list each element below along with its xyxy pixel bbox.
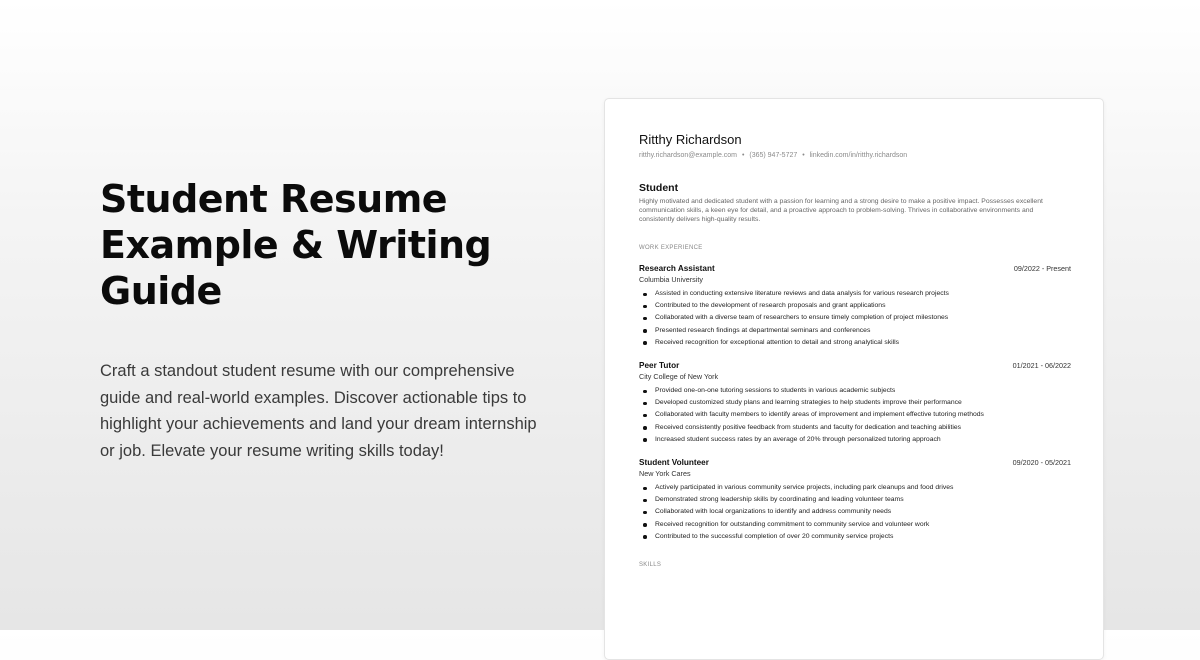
skills-heading: SKILLS xyxy=(639,562,662,569)
bullet-item: Increased student success rates by an average of 20% through personalized tutoring approach xyxy=(655,434,1025,446)
job-bullets xyxy=(639,385,1025,446)
job-date: 01/2021 - 06/2022 xyxy=(1012,361,1071,371)
job-entry xyxy=(639,361,1071,446)
bullet-item: Collaborated with a diverse team of researchers to ensure timely completion of project milestones xyxy=(655,312,1015,324)
resume-title: Student xyxy=(639,182,679,194)
bullet-item: Assisted in conducting extensive literature reviews and data analysis for various research projects xyxy=(655,288,1015,300)
bullet-item: Collaborated with faculty members to identify areas of improvement and implement effective tutoring methods xyxy=(655,409,1025,421)
bullet-item: Received consistently positive feedback from students and faculty for dedication and teaching abilities xyxy=(655,422,1025,434)
page-title: Student Resume Example & Writing Guide xyxy=(100,177,492,313)
bullet-item: Received recognition for outstanding commitment to community service and volunteer work xyxy=(655,519,1015,531)
bullet-item: Demonstrated strong leadership skills by coordinating and leading volunteer teams xyxy=(655,494,1015,506)
page-description: Craft a standout student resume with our comprehensive guide and real-world examples. Discover actionable tips to highlight your achievements and land your dream internship or job. Elevate your resume writing skills today! xyxy=(100,362,537,460)
job-date: 09/2022 - Present xyxy=(1013,264,1071,273)
resume-email: ritthy.richardson@example.com xyxy=(639,152,738,159)
hero-section xyxy=(100,176,570,464)
job-role: Peer Tutor xyxy=(639,361,680,371)
bullet-item: Actively participated in various community service projects, including park cleanups and food drives xyxy=(655,482,1015,494)
bullet-item: Received recognition for exceptional attention to detail and strong analytical skills xyxy=(655,337,1015,349)
job-date: 09/2020 - 05/2021 xyxy=(1012,458,1071,468)
job-bullets xyxy=(639,288,1015,349)
job-entry xyxy=(639,458,1071,543)
bullet-item: Collaborated with local organizations to identify and address community needs xyxy=(655,506,1015,518)
resume-linkedin: linkedin.com/in/ritthy.richardson xyxy=(809,152,908,159)
job-entry xyxy=(639,264,1071,349)
job-organization: New York Cares xyxy=(639,469,691,479)
job-role: Research Assistant xyxy=(639,264,715,273)
work-experience-heading: WORK EXPERIENCE xyxy=(639,245,703,251)
job-bullets xyxy=(639,482,1015,543)
bullet-item: Presented research findings at departmental seminars and conferences xyxy=(655,325,1015,337)
bullet-item: Developed customized study plans and learning strategies to help students improve their performance xyxy=(655,397,1025,409)
bullet-item: Provided one-on-one tutoring sessions to students in various academic subjects xyxy=(655,385,1025,397)
resume-preview xyxy=(604,98,1104,660)
resume-name: Ritthy Richardson xyxy=(639,132,742,147)
bullet-item: Contributed to the development of research proposals and grant applications xyxy=(655,300,1015,312)
job-organization: Columbia University xyxy=(639,275,703,284)
job-role: Student Volunteer xyxy=(639,458,709,468)
resume-summary: Highly motivated and dedicated student with a passion for learning and a strong desire to make a positive impact. Possesses excellent communication skills, a keen eye for detail, and a proactive approach to problem-solving. Thrives in collaborative environments and consistently delivers high-quality results. xyxy=(639,198,1043,223)
bullet-item: Contributed to the successful completion of over 20 community service projects xyxy=(655,531,1015,543)
job-organization: City College of New York xyxy=(639,372,719,382)
contact-separator: • xyxy=(741,152,745,159)
contact-separator: • xyxy=(802,152,805,159)
resume-phone: (365) 947-5727 xyxy=(749,152,798,159)
resume-contact xyxy=(639,151,1071,160)
